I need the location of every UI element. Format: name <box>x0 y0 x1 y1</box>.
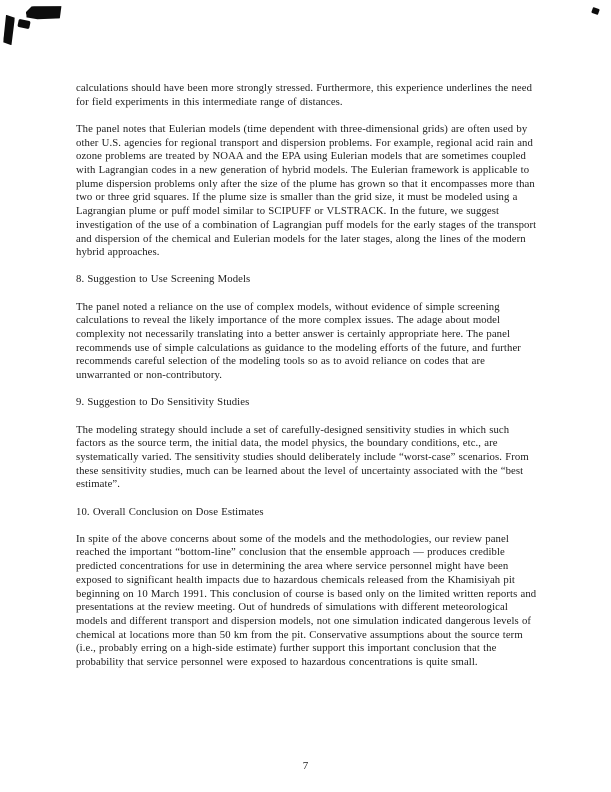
paragraph-overall-conclusion: In spite of the above concerns about some of the models and the methodologies, our review panel reached the important “bottom-line” conclusion that the ensemble approach — produces credible predicted concentrations for use in determining the area where service personnel might have been exposed to significant health impacts due to hazardous chemicals released from the Khamisiyah pit beginning on 10 March 1991. This conclusion of course is based only on the limited written reports and presentations at the review meeting. Out of hundreds of simulations with different meteorological models and different transport and dispersion models, not one simulation indicated dangerous levels of chemical at locations more than 50 km from the pit. Conservative assumptions about the source term (i.e., probably erring on a high-side estimate) further support this important conclusion that the probability that service personnel were exposed to hazardous concentrations is quite small. <box>76 532 537 669</box>
paragraph-sensitivity-studies: The modeling strategy should include a set of carefully-designed sensitivity studies in which such factors as the source term, the initial data, the model physics, the boundary conditions, etc., are systematically varied. The sensitivity studies should deliberately include “worst-case” scenarios. From these sensitivity studies, much can be learned about the level of uncertainty associated with the “best estimate”. <box>76 423 529 491</box>
document-page <box>76 82 540 683</box>
scan-artifact-left-edge <box>3 15 15 46</box>
section-heading-9: 9. Suggestion to Do Sensitivity Studies <box>76 396 250 409</box>
scan-artifact-top-left-secondary <box>17 19 30 29</box>
section-heading-8: 8. Suggestion to Use Screening Models <box>76 273 251 286</box>
section-heading-10: 10. Overall Conclusion on Dose Estimates <box>76 505 264 518</box>
scan-artifact-top-left <box>25 3 62 22</box>
paragraph-intro-continuation: calculations should have been more strongly stressed. Furthermore, this experience underlines the need for field experiments in this intermediate range of distances. <box>76 82 533 108</box>
page-number: 7 <box>302 760 309 772</box>
scan-artifact-top-right <box>591 7 600 15</box>
paragraph-eulerian-models: The panel notes that Eulerian models (time dependent with three-dimensional grids) are often used by other U.S. agencies for regional transport and dispersion problems. For example, regional acid rain and ozone problems are treated by NOAA and the EPA using Eulerian models that are sometimes coupled with Lagrangian codes in a new generation of hybrid models. The Eulerian framework is applicable to plume dispersion problems only after the size of the plume has grown so that it encompasses more than two or three grid squares. If the plume size is smaller than the grid size, it must be modeled using a Lagrangian plume or puff model similar to SCIPUFF or VLSTRACK. In the future, we suggest investigation of the use of a combination of Lagrangian puff models for the early stages of the transport and dispersion of the chemical and Eulerian models for the later stages, along the lines of the modern hybrid approaches. <box>76 122 537 259</box>
paragraph-screening-models: The panel noted a reliance on the use of complex models, without evidence of simple screening calculations to reveal the likely importance of the more complex issues. The adage about model complexity not necessarily translating into a better answer is certainly appropriate here. The panel recommends use of simple calculations as guidance to the modeling efforts of the future, and further recommends careful selection of the modeling tools so as to avoid reliance on codes that are unwarranted or non-contributory. <box>76 300 521 382</box>
